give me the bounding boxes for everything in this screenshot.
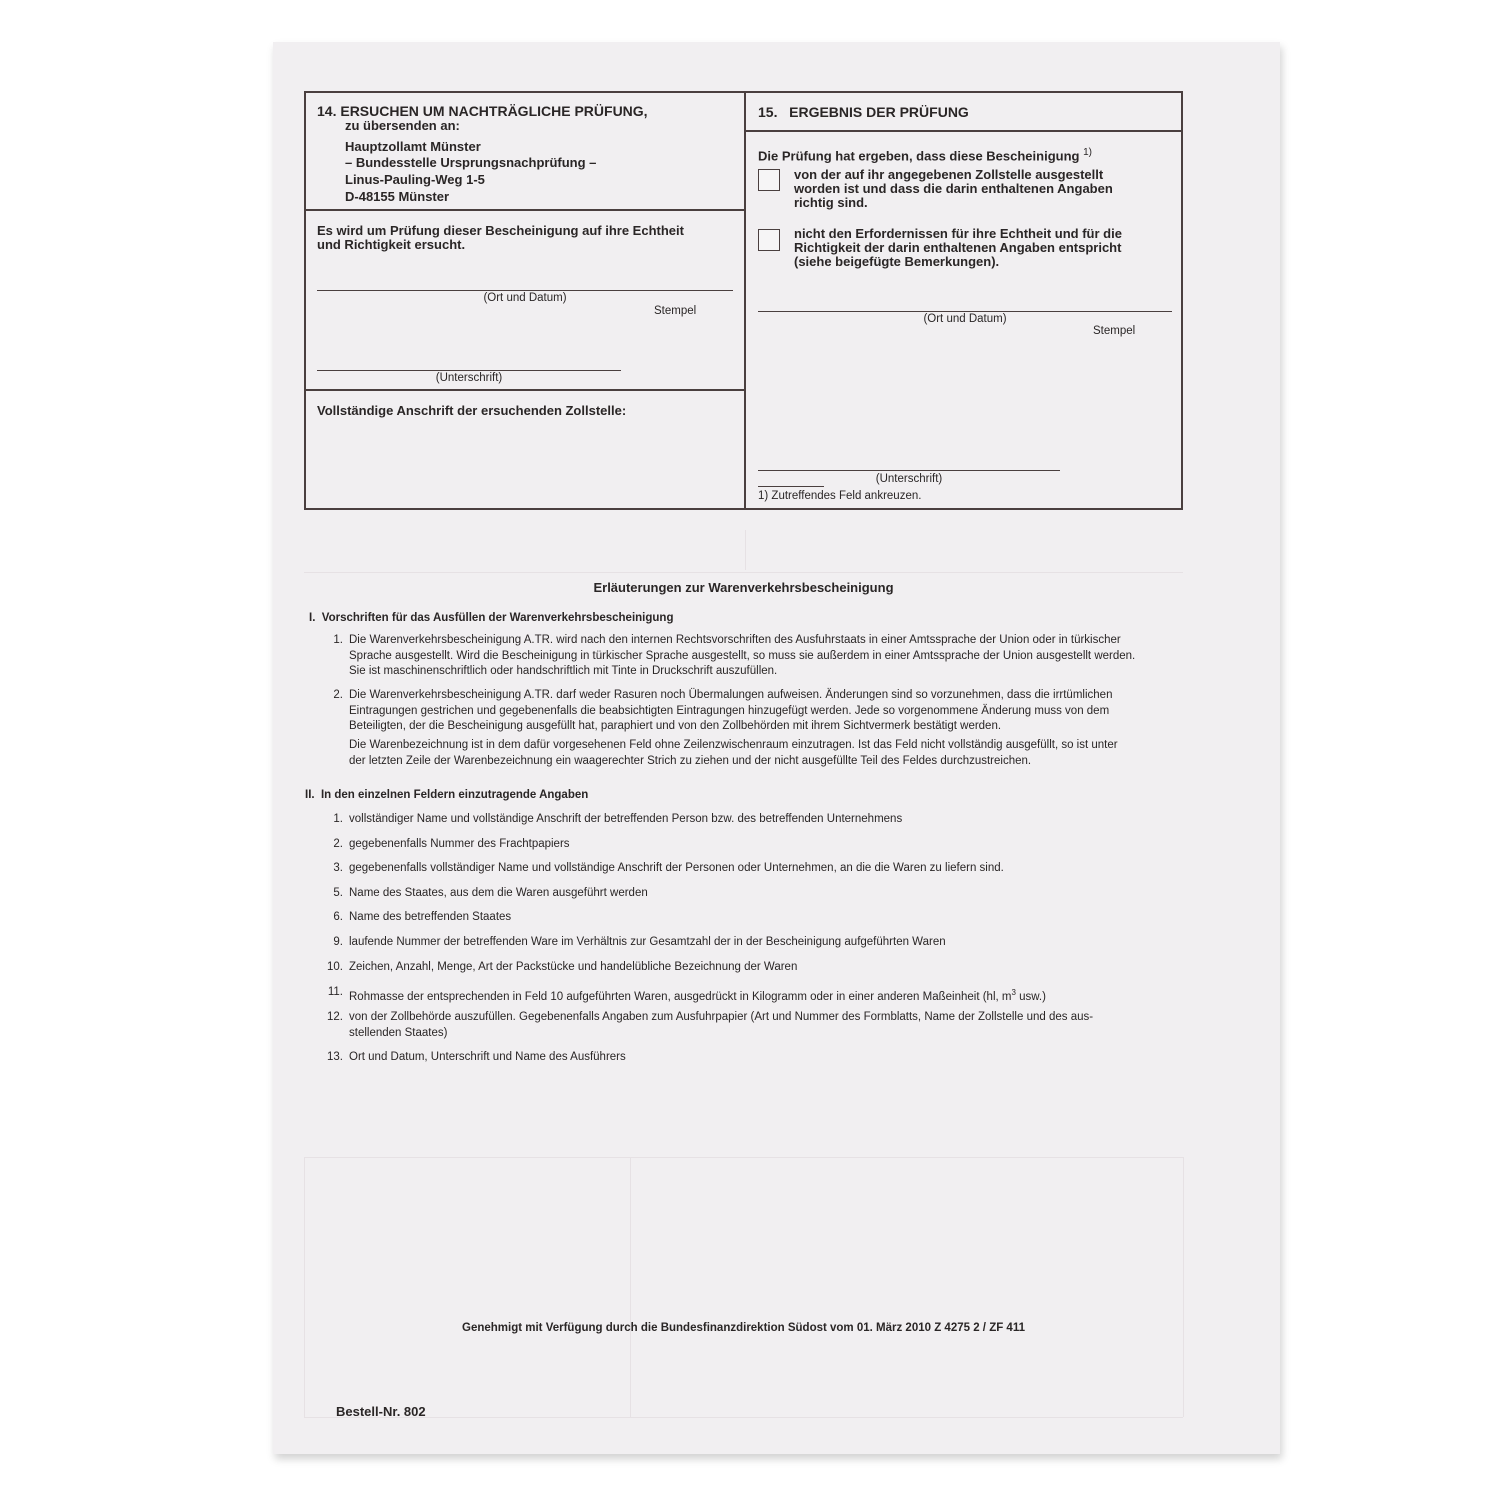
section2-item-9-number: 9. <box>333 936 343 948</box>
section2-item-12-line-2: stellenden Staates) <box>349 1026 448 1039</box>
explanations-heading: Erläuterungen zur Warenverkehrsbescheinigung <box>593 580 894 595</box>
box14-request-line-2: und Richtigkeit ersucht. <box>317 237 466 252</box>
section2-item-6-number: 6. <box>333 911 343 923</box>
section2-item-2 <box>333 837 570 853</box>
section1-extra-line-1: Die Warenbezeichnung ist in dem dafür vorgesehenen Feld ohne Zeilenzwischenraum einzutragen. Ist das Feld nicht vollständig ausgefüllt, so ist unter <box>349 739 1118 751</box>
box14-signature-line[interactable] <box>317 370 621 371</box>
box14-address-line-4: D-48155 Münster <box>345 189 450 204</box>
box14-address-line-1: Hauptzollamt Münster <box>345 139 481 154</box>
section2-item-6-text: Name des betreffenden Staates <box>349 911 512 923</box>
order-number: Bestell-Nr. 802 <box>336 1404 426 1419</box>
section2-item-11-superscript: 3 <box>1011 988 1016 997</box>
box14-place-date-line[interactable] <box>317 290 733 291</box>
box14-address-line-3: Linus-Pauling-Weg 1-5 <box>345 172 485 187</box>
section2-item-5-number: 5. <box>333 887 343 899</box>
section2-item-9 <box>333 935 946 951</box>
section1-item-2 <box>333 688 1184 735</box>
box15-option2-checkbox[interactable] <box>758 229 780 251</box>
footnote-rule <box>758 486 824 487</box>
box15-stamp-label: Stempel <box>1093 325 1136 337</box>
section1-item-1-line-3: Sie ist maschinenschriftlich oder handschriftlich mit Tinte in Druckschrift auszufüllen. <box>349 665 778 677</box>
box15-option2-line-1: nicht den Erfordernissen für ihre Echtheit und für die <box>794 226 1122 241</box>
box15-place-date-label: (Ort und Datum) <box>923 313 1007 325</box>
section2-item-9-text: laufende Nummer der betreffenden Ware im Verhältnis zur Gesamtzahl der in der Bescheinigung aufgeführten Waren <box>349 936 946 948</box>
box14-place-date-label: (Ort und Datum) <box>483 292 567 304</box>
box14-signature-label: (Unterschrift) <box>435 372 503 384</box>
box15-option1-line-2: worden ist und dass die darin enthaltenen Angaben <box>794 181 1113 196</box>
section1-item-1-number: 1. <box>333 634 343 646</box>
section1-extra-line-2: der letzten Zeile der Warenbezeichnung ein waagerechter Strich zu ziehen und der nicht ausgefüllte Teil des Feldes durchzustreichen. <box>349 754 1032 767</box>
section2-item-6 <box>333 910 512 926</box>
box14-address-line-2: – Bundesstelle Ursprungsnachprüfung – <box>345 155 597 170</box>
section2-item-5 <box>333 886 648 902</box>
box15-signature-line[interactable] <box>758 470 1060 471</box>
box15-intro <box>758 145 1092 164</box>
section2-item-1-number: 1. <box>333 813 343 825</box>
section2-item-12-number: 12. <box>327 1011 343 1023</box>
box14-subtitle: zu übersenden an: <box>345 118 460 133</box>
section1-item-1-line-2: Sprache ausgestellt. Wird die Bescheinigung in türkischer Sprache ausgestellt, so muss sie außerdem in einer Amtssprache der Union ausgestellt werden. <box>349 649 1136 662</box>
box14-stamp-label: Stempel <box>654 305 697 317</box>
section1-item-2-line-3: Beteiligten, der die Bescheinigung ausgefüllt hat, paraphiert und von den Zollbehörden mit ihrem Sichtvermerk bestätigt werden. <box>349 720 1002 732</box>
section2-item-10-text: Zeichen, Anzahl, Menge, Art der Packstücke und handelübliche Bezeichnung der Waren <box>349 961 798 973</box>
section2-item-12 <box>327 1010 1184 1041</box>
section2-item-12-line-1: von der Zollbehörde auszufüllen. Gegebenenfalls Angaben zum Ausfuhrpapier (Art und Nummer des Formblatts, Name der Zollstelle und des aus- <box>349 1011 1094 1023</box>
section2-item-10-number: 10. <box>327 961 343 973</box>
section2-item-13-text: Ort und Datum, Unterschrift und Name des Ausführers <box>349 1051 626 1063</box>
box15-option2-line-2: Richtigkeit der darin enthaltenen Angaben entspricht <box>794 240 1122 255</box>
section1-item-1-line-1: Die Warenverkehrsbescheinigung A.TR. wird nach den internen Rechtsvorschriften des Ausfuhrstaats in einer Amtssprache der Union oder in türkischer <box>349 634 1121 646</box>
box15-signature-label: (Unterschrift) <box>875 473 943 485</box>
section1-title: I. Vorschriften für das Ausfüllen der Warenverkehrsbescheinigung <box>309 612 674 624</box>
section2-item-11-text-after: usw.) <box>1015 990 1046 1003</box>
form-column-divider <box>744 91 746 510</box>
section2-item-3 <box>333 861 1004 877</box>
box15-place-date-line[interactable] <box>758 311 1172 312</box>
section1-item-1 <box>333 633 1184 680</box>
section2-item-2-number: 2. <box>333 838 343 850</box>
section2-item-11-number: 11. <box>327 986 343 998</box>
section2-item-13 <box>327 1050 626 1066</box>
box15-option1-checkbox[interactable] <box>758 169 780 191</box>
section2-item-11 <box>327 985 1046 1005</box>
section2-item-10 <box>327 960 798 976</box>
section2-item-3-number: 3. <box>333 862 343 874</box>
box14-divider-2 <box>304 389 745 391</box>
section2-item-5-text: Name des Staates, aus dem die Waren ausgeführt werden <box>349 887 648 899</box>
section2-item-11-text-before: Rohmasse der entsprechenden in Feld 10 aufgeführten Waren, ausgedrückt in Kilogramm oder in einer anderen Maßeinheit (hl, m <box>349 990 1012 1003</box>
box15-option1-line-3: richtig sind. <box>794 195 868 210</box>
section1-item-2-line-2: Eintragungen gestrichen und gegebenenfalls die beabsichtigten Eintragungen hinzugefügt werden. Jede so vorgenommene Änderung muss von dem <box>349 704 1110 717</box>
section2-item-13-number: 13. <box>327 1051 343 1063</box>
box14-divider-1 <box>304 209 745 211</box>
box15-option1-line-1: von der auf ihr angegebenen Zollstelle ausgestellt <box>794 167 1104 182</box>
section1-extra-paragraph <box>349 738 1184 769</box>
section1-item-2-line-1: Die Warenverkehrsbescheinigung A.TR. darf weder Rasuren noch Übermalungen aufweisen. Änderungen sind so vorzunehmen, dass die irrtümlichen <box>349 689 1113 701</box>
section2-title: II. In den einzelnen Feldern einzutragende Angaben <box>305 789 589 801</box>
box15-option2-line-3: (siehe beigefügte Bemerkungen). <box>794 254 1000 269</box>
box14-address-field[interactable] <box>306 420 744 508</box>
box15-intro-text: Die Prüfung hat ergeben, dass diese Bescheinigung <box>758 148 1080 164</box>
box15-intro-footnote-mark: 1) <box>1083 147 1092 158</box>
section2-item-3-text: gegebenenfalls vollständiger Name und vollständige Anschrift der Personen oder Unternehmen, an die die Waren zu liefern sind. <box>349 862 1004 874</box>
box14-request-line-1: Es wird um Prüfung dieser Bescheinigung auf ihre Echtheit <box>317 223 684 238</box>
section2-item-2-text: gegebenenfalls Nummer des Frachtpapiers <box>349 838 570 850</box>
box15-footnote: 1) Zutreffendes Feld ankreuzen. <box>758 490 922 502</box>
section2-item-1 <box>333 812 903 828</box>
section1-item-2-number: 2. <box>333 689 343 701</box>
section2-item-1-text: vollständiger Name und vollständige Anschrift der betreffenden Person bzw. des betreffenden Unternehmens <box>349 813 903 825</box>
box14-title: 14. ERSUCHEN UM NACHTRÄGLICHE PRÜFUNG, <box>317 103 648 119</box>
approval-note: Genehmigt mit Verfügung durch die Bundesfinanzdirektion Südost vom 01. März 2010 Z 4275 2 / ZF 411 <box>462 1322 1025 1334</box>
box15-title: 15. ERGEBNIS DER PRÜFUNG <box>758 104 969 120</box>
box15-divider <box>745 130 1183 132</box>
box14-address-field-label: Vollständige Anschrift der ersuchenden Zollstelle: <box>317 403 627 418</box>
